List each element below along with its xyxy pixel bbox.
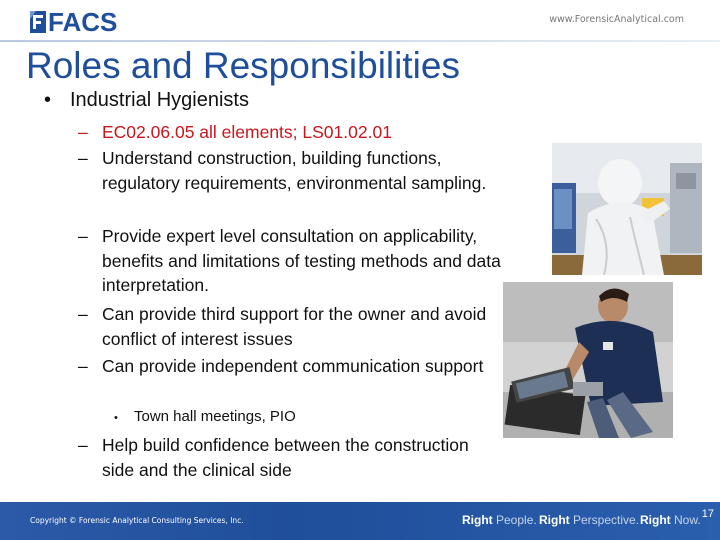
photo-technician-image <box>503 282 673 438</box>
tagline-light: People. <box>496 513 537 527</box>
tagline-bold: Right <box>539 513 570 527</box>
sub-bullet-5 <box>78 354 488 379</box>
bullet-glyph: • <box>114 412 118 424</box>
slide-title: Roles and Responsibilities <box>26 45 460 86</box>
website-url: www.ForensicAnalytical.com <box>549 14 684 25</box>
sub-bullet-text: Can provide third support for the owner and avoid conflict of interest issues <box>102 304 487 349</box>
tagline-people <box>462 513 537 527</box>
tagline-light: Now. <box>674 513 701 527</box>
logo-text: FACS <box>48 7 118 37</box>
sub-bullet-text: Help build confidence between the construction side and the clinical side <box>102 435 469 480</box>
main-bullet <box>44 88 249 112</box>
sub-bullet-text: Provide expert level consultation on applicability, benefits and limitations of testing methods and data interpretation. <box>102 226 501 295</box>
dash-glyph: – <box>78 226 88 246</box>
dash-glyph: – <box>78 435 88 455</box>
dash-glyph: – <box>78 356 88 376</box>
main-bullet-text: Industrial Hygienists <box>70 89 249 111</box>
dash-glyph: – <box>78 148 88 168</box>
photo-protective-suit-worker <box>552 143 702 275</box>
tagline-now <box>640 513 701 527</box>
sub-bullet-1 <box>78 120 518 145</box>
sub-bullet-3 <box>78 224 518 298</box>
tagline-light: Perspective. <box>573 513 640 527</box>
photo-protective-suit-image <box>552 143 702 275</box>
tagline-perspective <box>539 513 639 527</box>
page-number: 17 <box>701 508 714 520</box>
dash-glyph: – <box>78 122 88 142</box>
tagline-bold: Right <box>640 513 671 527</box>
header-divider <box>0 40 720 42</box>
bullet-glyph: • <box>44 89 52 111</box>
facs-logo <box>30 8 117 36</box>
copyright-text: Copyright © Forensic Analytical Consulting Services, Inc. <box>30 516 244 525</box>
sub-bullet-text: EC02.06.05 all elements; LS01.02.01 <box>102 122 392 142</box>
footer-bar <box>0 502 720 540</box>
sub-bullet-4 <box>78 302 508 351</box>
sub-bullet-2 <box>78 146 508 195</box>
third-level-bullet <box>114 407 296 428</box>
sub-bullet-text: Can provide independent communication support <box>102 356 484 376</box>
sub-bullet-text: Understand construction, building functions, regulatory requirements, environmental sampling. <box>102 148 487 193</box>
tagline-bold: Right <box>462 513 493 527</box>
photo-technician-laptop <box>503 282 673 438</box>
facs-logo-mark-icon <box>30 11 46 33</box>
sub-bullet-6 <box>78 433 478 482</box>
third-level-bullet-text: Town hall meetings, PIO <box>134 408 296 425</box>
dash-glyph: – <box>78 304 88 324</box>
